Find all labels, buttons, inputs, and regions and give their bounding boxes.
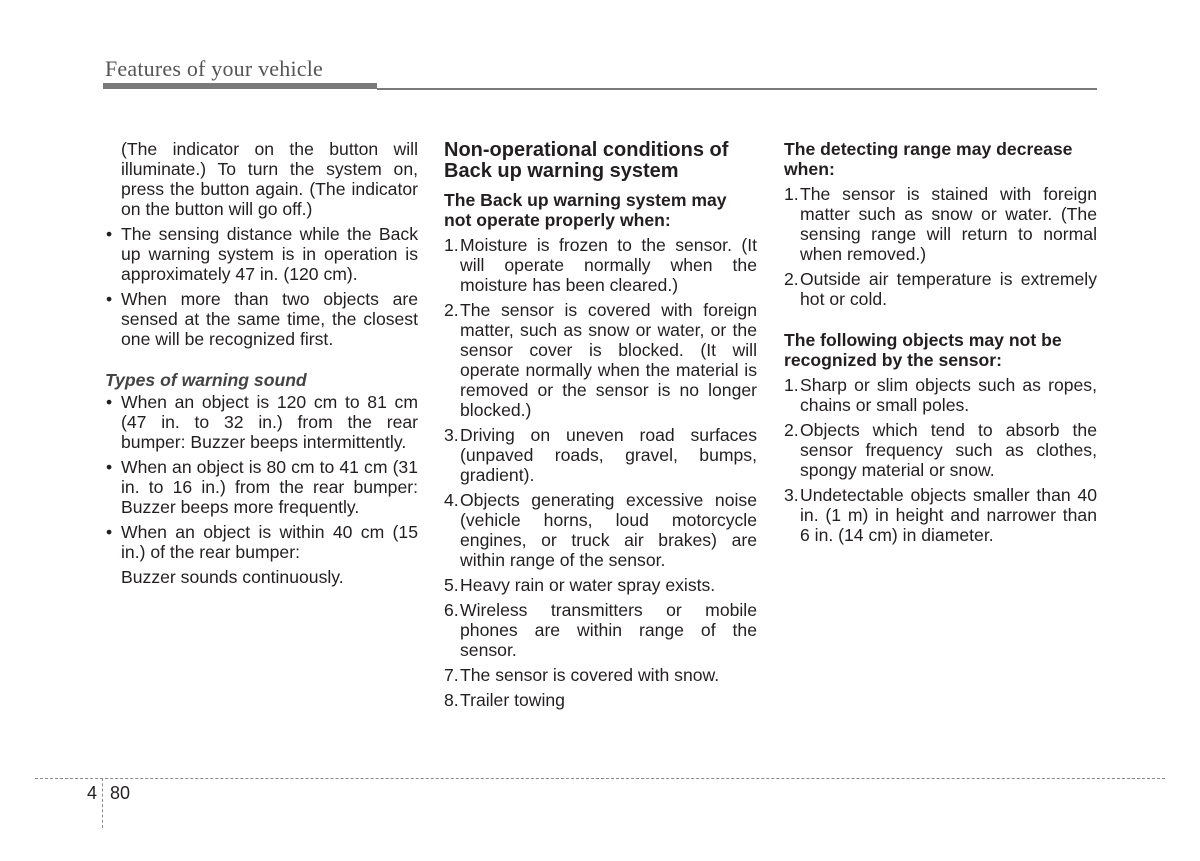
bullet-marker: • bbox=[106, 457, 113, 477]
list-item: 1. The sensor is stained with foreign matter such as snow or water. (The sensing range will return to normal when removed.) bbox=[784, 184, 1097, 264]
range-list bbox=[784, 184, 1097, 309]
list-item: 3. Driving on uneven road surfaces (unpaved roads, gravel, bumps, gradient). bbox=[444, 425, 757, 485]
types-heading: Types of warning sound bbox=[105, 370, 307, 390]
list-item: 7. The sensor is covered with snow. bbox=[444, 665, 720, 685]
types-list bbox=[105, 392, 418, 562]
list-item: 1. Moisture is frozen to the sensor. (It will operate normally when the moisture has been cleared.) bbox=[444, 235, 757, 295]
bullet-marker: • bbox=[106, 392, 113, 412]
types-continuation: Buzzer sounds continuously. bbox=[121, 567, 344, 587]
header-rule-thick bbox=[103, 83, 377, 89]
page-header-title: Features of your vehicle bbox=[105, 56, 324, 81]
bullet-item: • When more than two objects are sensed at the same time, the closest one will be recognized first. bbox=[106, 289, 418, 349]
bullet-item: • When an object is 80 cm to 41 cm (31 in. to 16 in.) from the rear bumper: Buzzer beeps more frequently. bbox=[106, 457, 418, 517]
bullet-item: • When an object is within 40 cm (15 in.) of the rear bumper: bbox=[106, 522, 418, 562]
section-subtitle: The Back up warning system may not operate properly when: bbox=[444, 190, 727, 230]
bullet-list bbox=[105, 224, 418, 349]
list-item: 4. Objects generating excessive noise (vehicle horns, loud motorcycle engines, or truck air brakes) are within range of the sensor. bbox=[444, 490, 757, 570]
bullet-marker: • bbox=[106, 289, 113, 309]
chapter-number: 4 bbox=[87, 783, 98, 803]
footer-vertical-divider bbox=[102, 778, 103, 828]
list-item: 2. Outside air temperature is extremely hot or cold. bbox=[784, 269, 1097, 309]
page-number: 80 bbox=[110, 783, 131, 803]
list-item: 8. Trailer towing bbox=[444, 690, 565, 710]
list-item: 6. Wireless transmitters or mobile phones are within range of the sensor. bbox=[444, 600, 757, 660]
bullet-marker: • bbox=[106, 224, 113, 244]
list-item: 2. Objects which tend to absorb the sensor frequency such as clothes, spongy material or snow. bbox=[784, 420, 1097, 480]
column-left bbox=[105, 139, 418, 587]
bullet-marker: • bbox=[106, 522, 113, 542]
footer-divider bbox=[35, 778, 1165, 779]
list-item: 2. The sensor is covered with foreign matter, such as snow or water, or the sensor cover is blocked. (It will operate normally when the material is removed or the sensor is no longer blocked.) bbox=[444, 300, 757, 420]
objects-heading: The following objects may not be recognized by the sensor: bbox=[784, 330, 1062, 370]
header-rule-thin bbox=[377, 88, 1097, 90]
intro-paragraph: (The indicator on the button will illuminate.) To turn the system on, press the button again. (The indicator on the button will go off.) bbox=[121, 139, 418, 219]
list-item: 5. Heavy rain or water spray exists. bbox=[444, 575, 716, 595]
bullet-item: • The sensing distance while the Back up warning system is in operation is approximately 47 in. (120 cm). bbox=[106, 224, 418, 284]
objects-list bbox=[784, 375, 1097, 545]
column-right bbox=[784, 139, 1097, 545]
range-heading: The detecting range may decrease when: bbox=[784, 139, 1073, 179]
bullet-item: • When an object is 120 cm to 81 cm (47 in. to 32 in.) from the rear bumper: Buzzer beeps intermittently. bbox=[106, 392, 418, 452]
list-item: 3. Undetectable objects smaller than 40 in. (1 m) in height and narrower than 6 in. (14 cm) in diameter. bbox=[784, 485, 1097, 545]
column-middle bbox=[444, 139, 757, 710]
section-title: Non-operational conditions of Back up warning system bbox=[444, 139, 729, 182]
list-item: 1. Sharp or slim objects such as ropes, chains or small poles. bbox=[784, 375, 1097, 415]
conditions-list bbox=[444, 235, 757, 710]
